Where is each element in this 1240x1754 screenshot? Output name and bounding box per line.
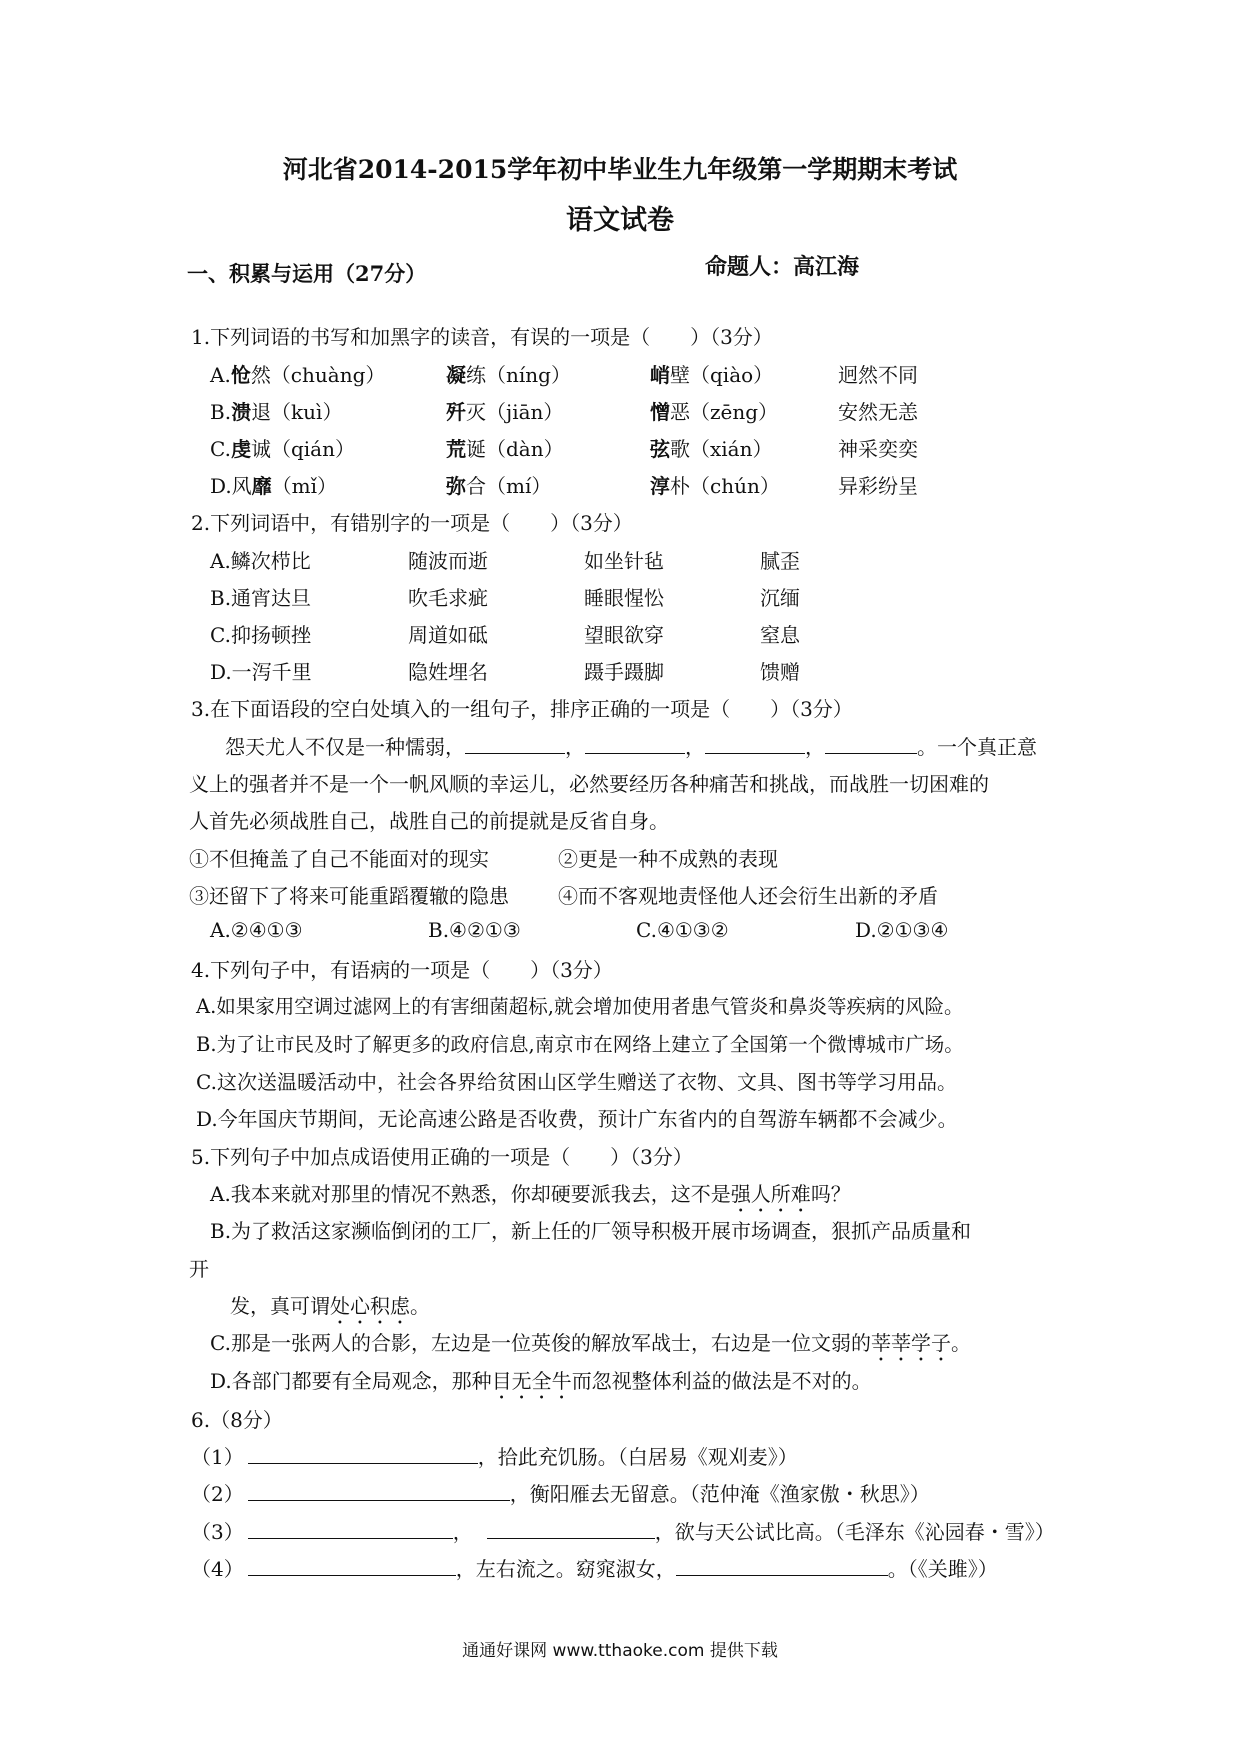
exam-subtitle: 语文试卷 (566, 205, 674, 236)
q1-a-1: A.怆然（chuàng） (210, 363, 386, 387)
q5-c-text: C.那是一张两人的合影，左边是一位英俊的解放军战士，右边是一位文弱的 (210, 1331, 871, 1355)
q6-l3-mid: ， (452, 1520, 473, 1544)
q3-blank-3[interactable] (705, 733, 805, 754)
q4-option-b: B.为了让市民及时了解更多的政府信息,南京市在网络上建立了全国第一个微博城市广场。 (196, 1033, 964, 1056)
q2-c-2: 周道如砥 (408, 623, 488, 647)
q6-blank-2[interactable] (248, 1480, 510, 1501)
q5-option-b-line2: 开 (189, 1257, 209, 1281)
q6-blank-3[interactable] (248, 1518, 453, 1539)
q2-stem: 2.下列词语中，有错别字的一项是（ ）（3分） (191, 511, 633, 535)
q2-d-3: 蹑手蹑脚 (584, 660, 664, 684)
q3-para-end: 。一个真正意 (917, 735, 1037, 759)
q5-d-text: D.各部门都要有全局观念，那种 (210, 1369, 492, 1393)
q5-b-end: 。 (410, 1294, 430, 1318)
q1-d-1: D.风靡（mǐ） (210, 474, 338, 498)
q6-blank-1[interactable] (248, 1443, 478, 1464)
q4-option-d: D.今年国庆节期间，无论高速公路是否收费，预计广东省内的自驾游车辆都不会减少。 (196, 1107, 958, 1131)
q5-d-end: 而忽视整体利益的做法是不对的。 (571, 1369, 872, 1393)
q5-option-c (210, 1327, 971, 1366)
q5-option-b-line3 (230, 1290, 430, 1329)
q6-blank-4[interactable] (487, 1518, 655, 1539)
q2-b-4: 沉缅 (760, 586, 800, 610)
q5-option-a (210, 1178, 851, 1217)
q1-b-3: 憎恶（zēng） (650, 400, 779, 424)
q5-a-end: 吗？ (810, 1182, 851, 1206)
q1-d-4: 异彩纷呈 (838, 474, 918, 498)
q1-c-2: 荒诞（dàn） (446, 437, 564, 461)
q3-sentence-2: ②更是一种不成熟的表现 (558, 847, 778, 871)
q6-l3-text: ，欲与天公试比高。（毛泽东《沁园春・雪》） (654, 1520, 1055, 1544)
q6-stem: 6.（8分） (191, 1408, 283, 1432)
q2-c-3: 望眼欲穿 (584, 623, 664, 647)
q1-stem: 1.下列词语的书写和加黑字的读音，有误的一项是（ ）（3分） (191, 325, 773, 349)
q3-option-a: A.②④①③ (210, 918, 303, 942)
q6-l2-text: ，衡阳雁去无留意。（范仲淹《渔家傲・秋思》） (509, 1482, 930, 1506)
q5-c-end: 。 (950, 1331, 971, 1355)
q2-d-1: D.一泻千里 (210, 660, 312, 684)
q3-paragraph-line3: 人首先必须战胜自己，战胜自己的前提就是反省自身。 (189, 809, 669, 833)
q5-a-idiom: 强人所难 (730, 1182, 811, 1206)
q6-blank-6[interactable] (676, 1555, 888, 1576)
q1-a-3: 峭壁（qiào） (650, 363, 774, 387)
q3-paragraph-line1: 怨天尤人不仅是一种懦弱， ， ， ， 。一个真正意 (225, 735, 1037, 759)
q2-b-2: 吹毛求疵 (408, 586, 488, 610)
q2-b-3: 睡眼惺忪 (584, 586, 664, 610)
q5-d-idiom: 目无全牛 (491, 1369, 572, 1393)
q3-para-start: 怨天尤人不仅是一种懦弱， (225, 735, 465, 759)
q3-option-b: B.④②①③ (428, 918, 521, 942)
q1-c-3: 弦歌（xián） (650, 437, 773, 461)
q2-c-4: 窒息 (760, 623, 800, 647)
q6-line-1 (191, 1441, 798, 1470)
q5-c-idiom: 莘莘学子 (870, 1331, 951, 1355)
q1-b-1: B.溃退（kuì） (210, 400, 343, 424)
q6-line-2 (191, 1478, 930, 1507)
q3-sentence-4: ④而不客观地责怪他人还会衍生出新的矛盾 (558, 884, 938, 908)
q6-l4-label: （4） (191, 1557, 244, 1581)
q3-paragraph-line2: 义上的强者并不是一个一帆风顺的幸运儿，必然要经历各种痛苦和挑战，而战胜一切困难的 (189, 772, 989, 796)
q4-option-a: A.如果家用空调过滤网上的有害细菌超标,就会增加使用者患气管炎和鼻炎等疾病的风险。 (196, 995, 964, 1018)
q6-line-4 (191, 1553, 998, 1582)
q5-a-text: A.我本来就对那里的情况不熟悉，你却硬要派我去，这不是 (210, 1182, 731, 1206)
q6-l3-label: （3） (191, 1520, 244, 1544)
q3-sentence-1: ①不但掩盖了自己不能面对的现实 (189, 847, 489, 871)
q5-stem: 5.下列句子中加点成语使用正确的一项是（ ）（3分） (191, 1145, 693, 1169)
q2-a-4: 腻歪 (760, 549, 800, 573)
q3-blank-2[interactable] (585, 733, 685, 754)
q6-line-3 (191, 1516, 1055, 1545)
q3-blank-1[interactable] (465, 733, 565, 754)
q4-option-c: C.这次送温暖活动中，社会各界给贫困山区学生赠送了衣物、文具、图书等学习用品。 (196, 1070, 957, 1094)
section-heading: 一、积累与运用（27分） (187, 261, 427, 286)
q2-b-1: B.通宵达旦 (210, 586, 312, 610)
q1-b-2: 歼灭（jiān） (446, 400, 564, 424)
q6-l1-text: ，拾此充饥肠。（白居易《观刈麦》） (477, 1445, 798, 1469)
q2-a-1: A.鳞次栉比 (210, 549, 311, 573)
q5-b-idiom: 处心积虑 (330, 1294, 410, 1318)
q6-l4-text: 。（《关雎》） (887, 1557, 998, 1581)
q2-d-4: 馈赠 (760, 660, 800, 684)
exam-author: 命题人：高江海 (705, 254, 860, 280)
q1-d-3: 淳朴（chún） (650, 474, 780, 498)
q3-sentence-3: ③还留下了将来可能重蹈覆辙的隐患 (189, 884, 509, 908)
q6-l1-label: （1） (191, 1445, 244, 1469)
q1-a-2: 凝练（níng） (446, 363, 571, 387)
q6-l2-label: （2） (191, 1482, 244, 1506)
q1-b-4: 安然无恙 (838, 400, 918, 424)
q6-l4-mid: ，左右流之。窈窕淑女， (455, 1557, 676, 1581)
q3-blank-4[interactable] (825, 733, 917, 754)
q2-a-2: 随波而逝 (408, 549, 488, 573)
q1-c-4: 神采奕奕 (838, 437, 918, 461)
q3-option-c: C.④①③② (636, 918, 729, 942)
q3-option-d: D.②①③④ (855, 918, 949, 942)
q5-option-d (210, 1365, 872, 1404)
q1-c-1: C.虔诚（qián） (210, 437, 355, 461)
footer-source: 通通好课网 www.tthaoke.com 提供下载 (462, 1641, 778, 1661)
q2-d-2: 隐姓埋名 (408, 660, 488, 684)
q4-stem: 4.下列句子中，有语病的一项是（ ）（3分） (191, 958, 613, 982)
q5-option-b-line1: B.为了救活这家濒临倒闭的工厂，新上任的厂领导积极开展市场调查，狠抓产品质量和 (210, 1219, 972, 1243)
exam-title: 河北省2014-2015学年初中毕业生九年级第一学期期末考试 (282, 155, 958, 184)
q5-b-text: 发，真可谓 (230, 1294, 330, 1318)
q1-a-4: 迥然不同 (838, 363, 918, 387)
q1-d-2: 弥合（mí） (446, 474, 552, 498)
q6-blank-5[interactable] (248, 1555, 456, 1576)
q2-c-1: C.抑扬顿挫 (210, 623, 311, 647)
q3-stem: 3.在下面语段的空白处填入的一组句子，排序正确的一项是（ ）（3分） (191, 697, 853, 721)
q2-a-3: 如坐针毡 (584, 549, 664, 573)
